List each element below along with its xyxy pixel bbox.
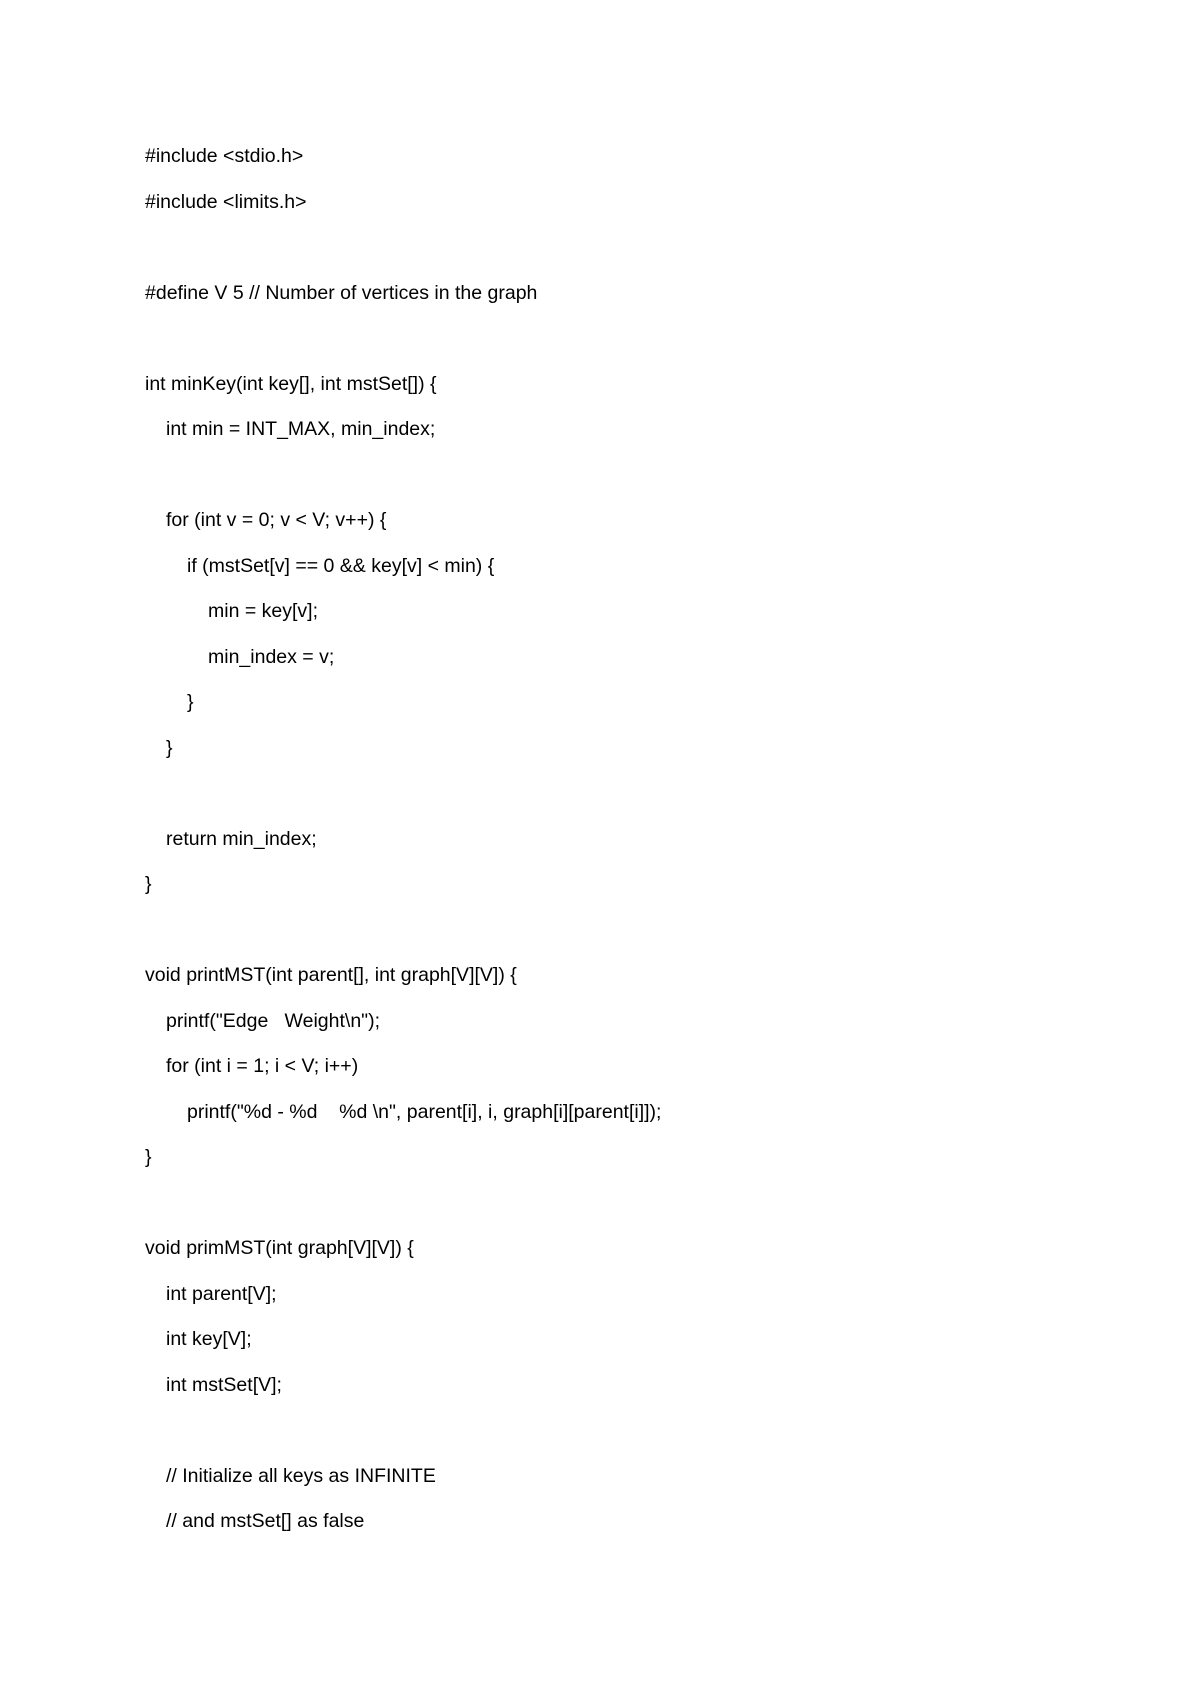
code-line: // Initialize all keys as INFINITE (166, 1464, 436, 1487)
code-line: int min = INT_MAX, min_index; (166, 418, 436, 440)
code-line: // and mstSet[] as false (166, 1510, 365, 1532)
code-line: } (145, 1146, 152, 1168)
code-line: int mstSet[V]; (166, 1373, 282, 1396)
code-line: min = key[v]; (208, 600, 318, 622)
code-line: printf("Edge Weight\n"); (166, 1009, 380, 1032)
code-line: min_index = v; (208, 645, 335, 668)
code-line: } (166, 736, 173, 759)
code-line: int minKey(int key[], int mstSet[]) { (145, 372, 437, 395)
blank-line (145, 236, 661, 282)
blank-line (145, 919, 661, 965)
code-line: if (mstSet[v] == 0 && key[v] < min) { (187, 554, 495, 577)
blank-line (145, 464, 661, 510)
code-line: } (145, 873, 152, 895)
blank-line (145, 1419, 661, 1465)
code-line: for (int i = 1; i < V; i++) (166, 1055, 359, 1077)
code-line: void printMST(int parent[], int graph[V][V]) { (145, 964, 517, 986)
code-line: } (187, 691, 194, 713)
code-line: void primMST(int graph[V][V]) { (145, 1237, 414, 1259)
code-line: for (int v = 0; v < V; v++) { (166, 509, 387, 531)
blank-line (145, 327, 661, 373)
code-line: #include <limits.h> (145, 190, 307, 213)
code-line: int key[V]; (166, 1328, 252, 1350)
blank-line (145, 782, 661, 828)
code-line: int parent[V]; (166, 1282, 277, 1305)
code-line: return min_index; (166, 827, 317, 850)
code-line: printf("%d - %d %d \n", parent[i], i, graph[i][parent[i]]); (187, 1100, 662, 1123)
code-line: #include <stdio.h> (145, 145, 304, 167)
code-listing (145, 145, 661, 1556)
blank-line (145, 1192, 661, 1238)
code-line: #define V 5 // Number of vertices in the graph (145, 281, 538, 304)
